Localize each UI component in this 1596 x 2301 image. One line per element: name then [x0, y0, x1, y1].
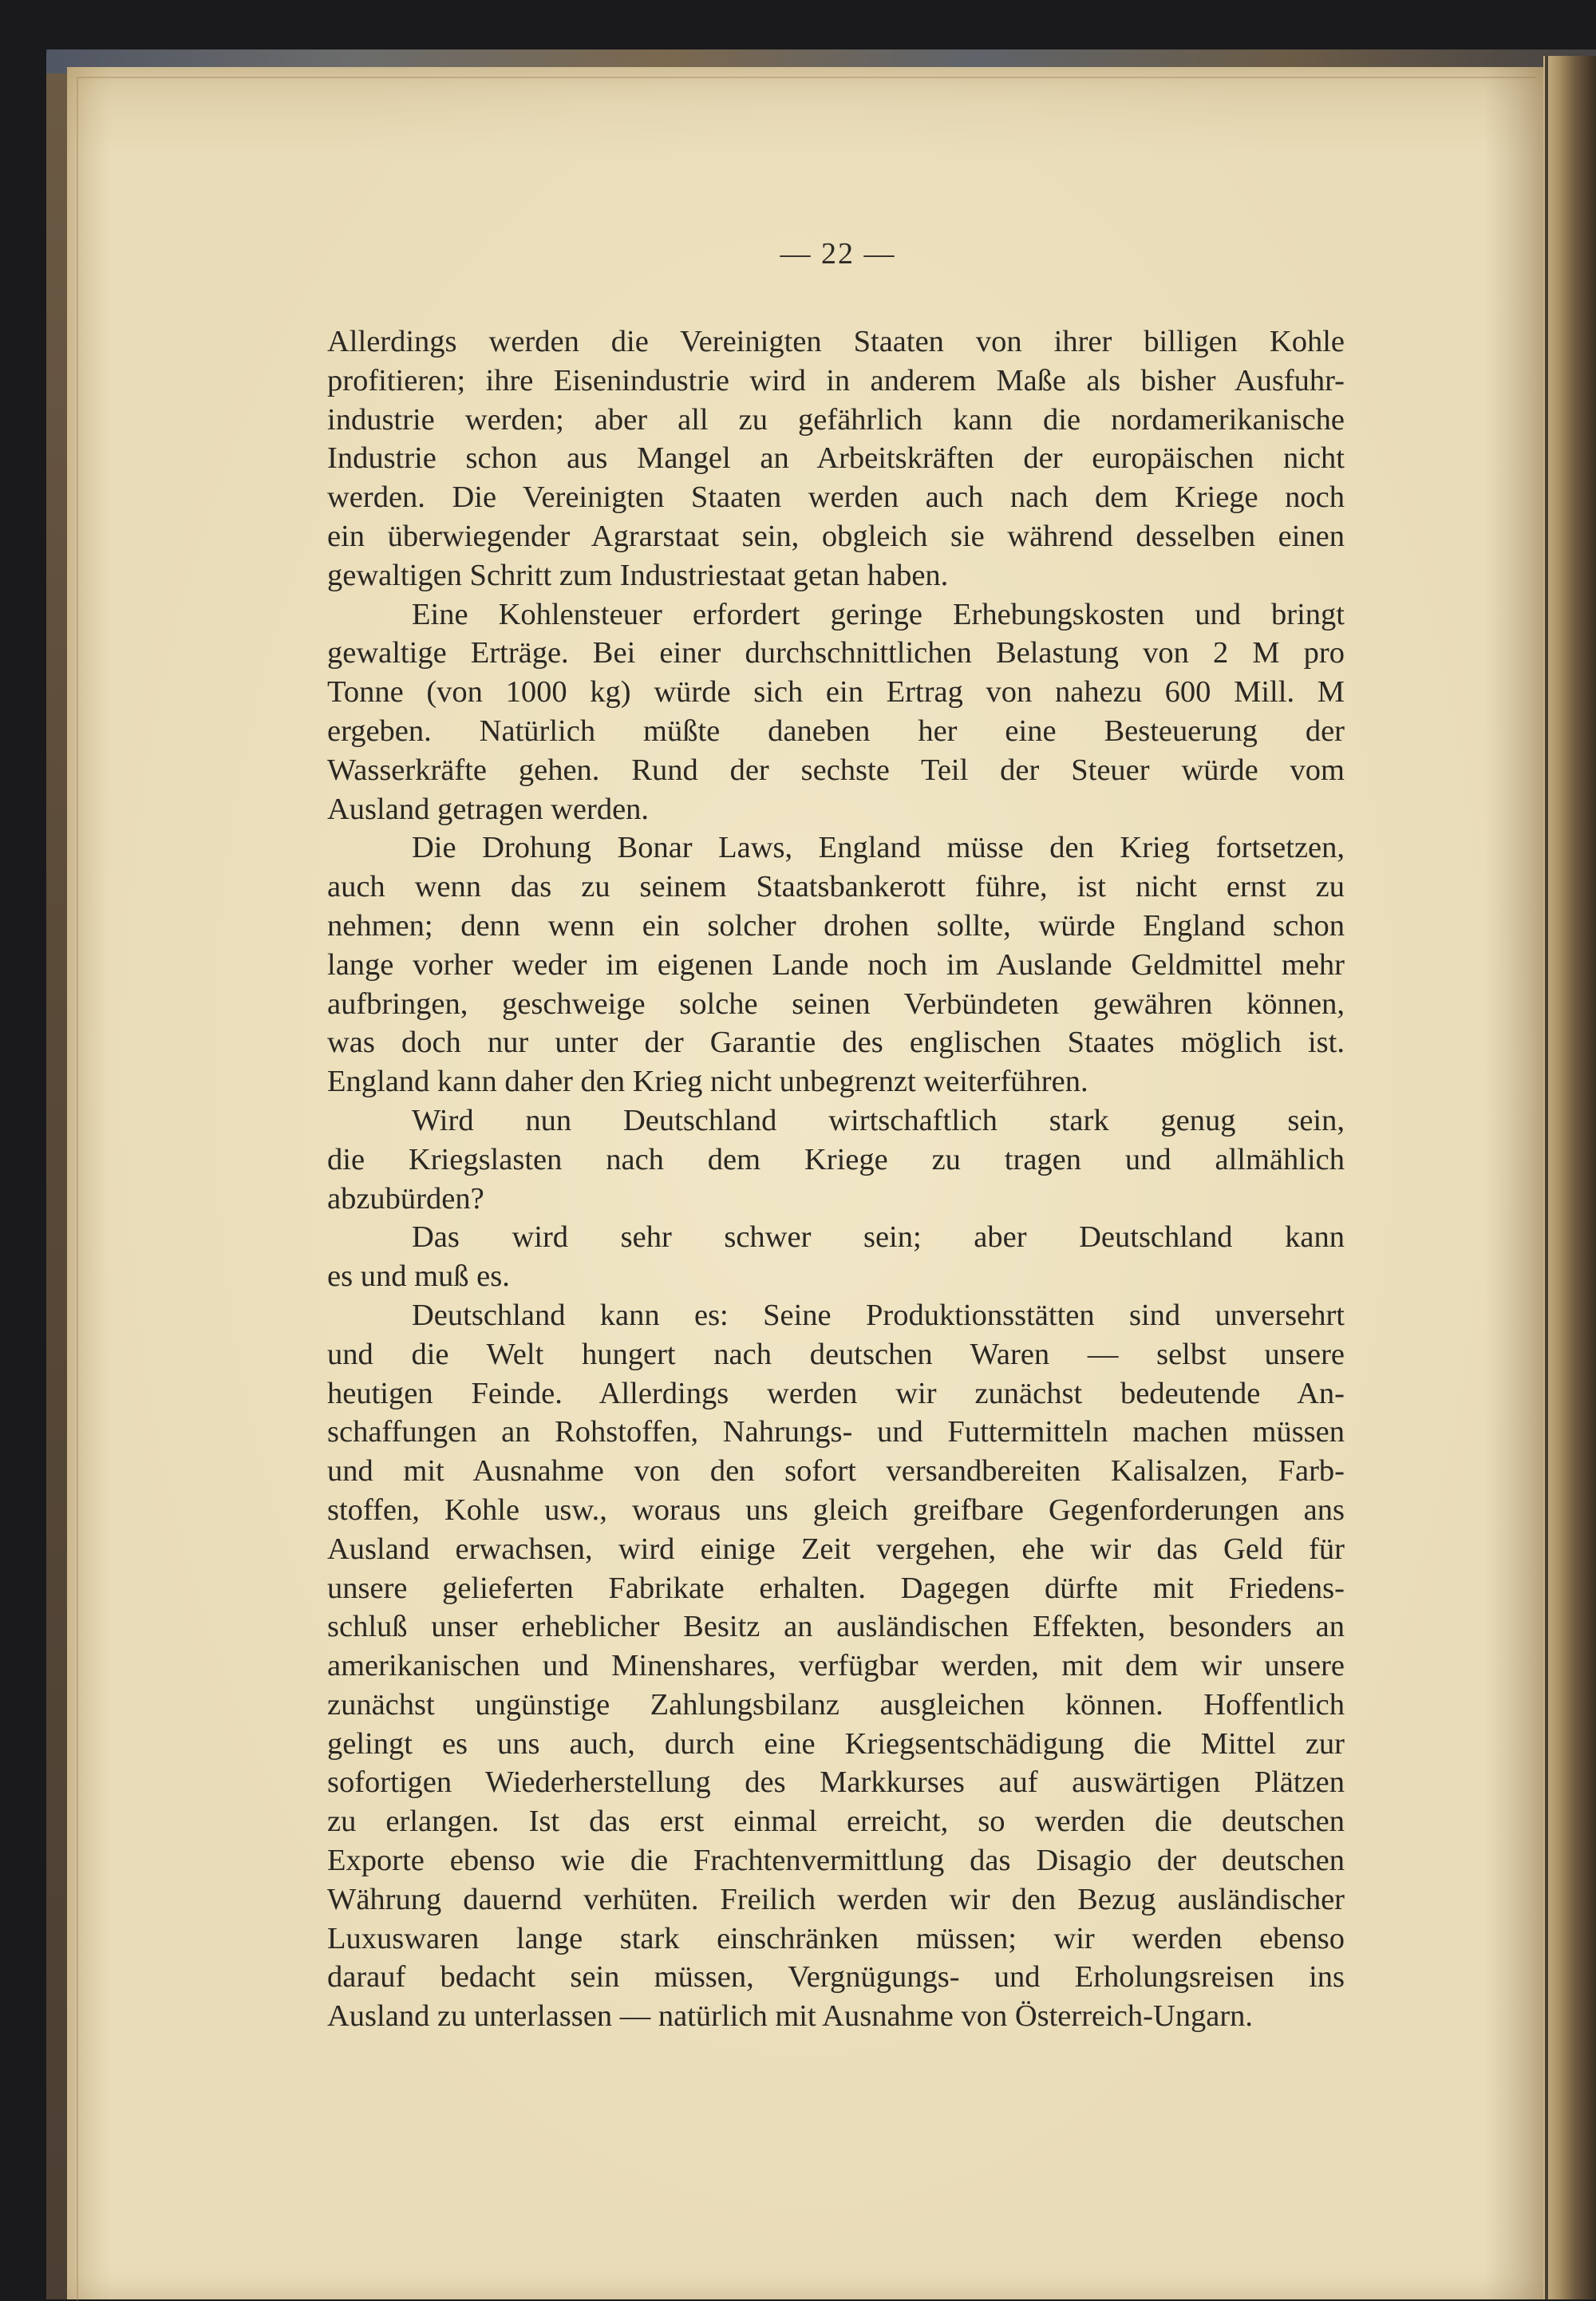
text-line: ein überwiegender Agrarstaat sein, obgleich sie während desselben einen — [327, 519, 1345, 553]
text-line: sofortigen Wiederherstellung des Markkurses auf auswärtigen Plätzen — [327, 1765, 1345, 1800]
text-line: Exporte ebenso wie die Frachtenvermittlung das Disagio der deutschen — [327, 1844, 1345, 1878]
paragraph — [327, 828, 1345, 1101]
text-line: Wasserkräfte gehen. Rund der sechste Teil der Steuer würde vom — [327, 753, 1345, 787]
text-line: Luxuswaren lange stark einschränken müssen; wir werden ebenso — [327, 1921, 1345, 1955]
page-number: — 22 — — [780, 237, 896, 271]
text-line: nehmen; denn wenn ein solcher drohen sollte, würde England schon — [327, 908, 1345, 943]
paragraph — [327, 322, 1345, 595]
text-line: Tonne (von 1000 kg) würde sich ein Ertrag von nahezu 600 Mill. M — [327, 675, 1345, 710]
text-line: und mit Ausnahme von den sofort versandbereiten Kalisalzen, Farb- — [327, 1454, 1345, 1489]
text-line: Das wird sehr schwer sein; aber Deutschland kann — [412, 1220, 1345, 1255]
body-text — [327, 322, 1345, 2036]
paragraph — [327, 1101, 1345, 1218]
text-line: gelingt es uns auch, durch eine Kriegsentschädigung die Mittel zur — [327, 1726, 1345, 1761]
text-line: auch wenn das zu seinem Staatsbankerott führe, ist nicht ernst zu — [327, 870, 1345, 904]
text-line: England kann daher den Krieg nicht unbegrenzt weiterführen. — [327, 1065, 1088, 1099]
text-line: gewaltigen Schritt zum Industriestaat getan haben. — [327, 558, 949, 592]
text-line: Industrie schon aus Mangel an Arbeitskräften der europäischen nicht — [327, 441, 1345, 476]
text-line: und die Welt hungert nach deutschen Waren — selbst unsere — [327, 1337, 1345, 1371]
text-line: Deutschland kann es: Seine Produktionsstätten sind unversehrt — [412, 1298, 1345, 1332]
spine-gutter — [1545, 56, 1548, 2299]
text-line: Eine Kohlensteuer erfordert geringe Erhebungskosten und bringt — [412, 597, 1345, 631]
text-line: abzubürden? — [327, 1181, 484, 1216]
paragraph — [327, 1296, 1345, 2036]
text-line: zunächst ungünstige Zahlungsbilanz ausgleichen können. Hoffentlich — [327, 1687, 1345, 1722]
text-line: stoffen, Kohle usw., woraus uns gleich greifbare Gegenforderungen ans — [327, 1492, 1345, 1527]
book-spine — [1543, 56, 1596, 2299]
text-line: Währung dauernd verhüten. Freilich werden wir den Bezug ausländischer — [327, 1882, 1345, 1916]
text-line: was doch nur unter der Garantie des englischen Staates möglich ist. — [327, 1026, 1345, 1060]
text-line: profitieren; ihre Eisenindustrie wird in anderem Maße als bisher Ausfuhr- — [327, 363, 1345, 397]
text-line: heutigen Feinde. Allerdings werden wir zunächst bedeutende An- — [327, 1376, 1345, 1410]
text-line: industrie werden; aber all zu gefährlich kann die nordamerikanische — [327, 402, 1345, 437]
text-line: werden. Die Vereinigten Staaten werden auch nach dem Kriege noch — [327, 480, 1345, 515]
text-line: Ausland zu unterlassen — natürlich mit Ausnahme von Österreich-Ungarn. — [327, 1999, 1254, 2034]
text-line: zu erlangen. Ist das erst einmal erreicht, so werden die deutschen — [327, 1805, 1345, 1839]
text-line: ergeben. Natürlich müßte daneben her eine Besteuerung der — [327, 714, 1345, 748]
text-line: aufbringen, geschweige solche seinen Verbündeten gewähren können, — [327, 986, 1345, 1021]
text-line: die Kriegslasten nach dem Kriege zu tragen und allmählich — [327, 1142, 1345, 1176]
text-line: schluß unser erheblicher Besitz an ausländischen Effekten, besonders an — [327, 1610, 1345, 1644]
paragraph — [327, 595, 1345, 829]
text-line: darauf bedacht sein müssen, Vergnügungs- und Erholungsreisen ins — [327, 1960, 1345, 1995]
text-line: Die Drohung Bonar Laws, England müsse den Krieg fortsetzen, — [412, 831, 1345, 865]
paragraph — [327, 1218, 1345, 1296]
text-line: gewaltige Erträge. Bei einer durchschnittlichen Belastung von 2 M pro — [327, 636, 1345, 670]
text-line: Allerdings werden die Vereinigten Staaten von ihrer billigen Kohle — [327, 325, 1345, 358]
text-line: amerikanischen und Minenshares, verfügbar werden, mit dem wir unsere — [327, 1649, 1345, 1683]
text-line: Ausland getragen werden. — [327, 792, 650, 826]
text-line: Wird nun Deutschland wirtschaftlich stark genug sein, — [412, 1103, 1345, 1137]
text-line: lange vorher weder im eigenen Lande noch im Auslande Geldmittel mehr — [327, 947, 1345, 982]
text-line: unsere gelieferten Fabrikate erhalten. Dagegen dürfte mit Friedens- — [327, 1571, 1345, 1605]
text-line: Ausland erwachsen, wird einige Zeit vergehen, ehe wir das Geld für — [327, 1532, 1345, 1566]
text-line: schaffungen an Rohstoffen, Nahrungs- und Futtermitteln machen müssen — [327, 1415, 1345, 1449]
text-line: es und muß es. — [327, 1259, 510, 1294]
